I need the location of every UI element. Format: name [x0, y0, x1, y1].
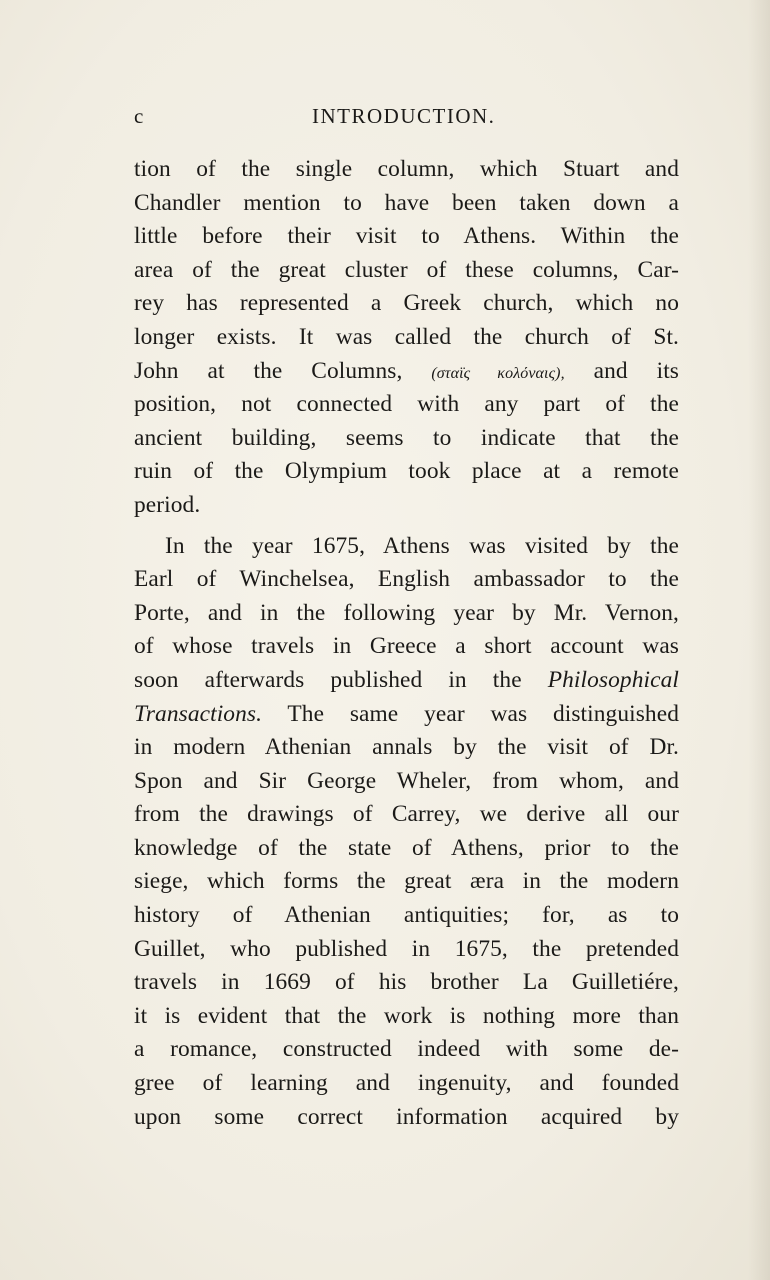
text-run: The same year was distinguished [287, 700, 679, 727]
text-line: a romance, constructed indeed with some de- [134, 1036, 679, 1063]
text-line: Earl of Winchelsea, English ambassador to the [134, 566, 679, 593]
text-line: gree of learning and ingenuity, and founded [134, 1070, 679, 1097]
text-line [134, 355, 679, 389]
page-number: c [134, 104, 145, 128]
text-line: it is evident that the work is nothing more than [134, 1002, 679, 1029]
text-line: Porte, and in the following year by Mr. Vernon, [134, 599, 679, 626]
page-edge-shadow [748, 0, 770, 1280]
text-line: of whose travels in Greece a short account was [134, 633, 679, 660]
paragraph-first-line: In the year 1675, Athens was visited by the [165, 532, 679, 559]
body-text [134, 153, 679, 1134]
italic-title: Philosophical [547, 666, 679, 693]
text-line: ruin of the Olympium took place at a remote [134, 458, 679, 485]
text-line [134, 664, 679, 698]
text-line: little before their visit to Athens. Within the [134, 223, 679, 250]
text-run: John at the Columns, [134, 357, 403, 384]
text-line: Chandler mention to have been taken down a [134, 189, 679, 216]
text-line: history of Athenian antiquities; for, as to [134, 902, 679, 929]
text-line: in modern Athenian annals by the visit of Dr. [134, 734, 679, 761]
text-line: from the drawings of Carrey, we derive all our [134, 801, 679, 828]
text-line: travels in 1669 of his brother La Guilletiére, [134, 969, 679, 996]
text-line [134, 698, 679, 732]
text-line: rey has represented a Greek church, which no [134, 290, 679, 317]
text-line: upon some correct information acquired by [134, 1103, 679, 1130]
text-line: period. [134, 491, 201, 518]
greek-phrase: (στα̈ις κολόναις), [431, 364, 565, 382]
text-run: and its [593, 357, 679, 384]
running-title: INTRODUCTION. [312, 104, 496, 128]
text-line: Guillet, who published in 1675, the pretended [134, 935, 679, 962]
text-line: Spon and Sir George Wheler, from whom, and [134, 767, 679, 794]
text-line: ancient building, seems to indicate that the [134, 424, 679, 451]
italic-title: Transactions. [134, 700, 263, 727]
text-line: tion of the single column, which Stuart and [134, 156, 679, 182]
text-line: siege, which forms the great æra in the modern [134, 868, 679, 895]
text-line: area of the great cluster of these columns, Car- [134, 256, 679, 283]
text-line: knowledge of the state of Athens, prior to the [134, 834, 679, 861]
text-line: longer exists. It was called the church of St. [134, 323, 679, 350]
text-run: soon afterwards published in the [134, 666, 522, 693]
running-head [134, 104, 678, 134]
text-line: position, not connected with any part of the [134, 391, 679, 418]
